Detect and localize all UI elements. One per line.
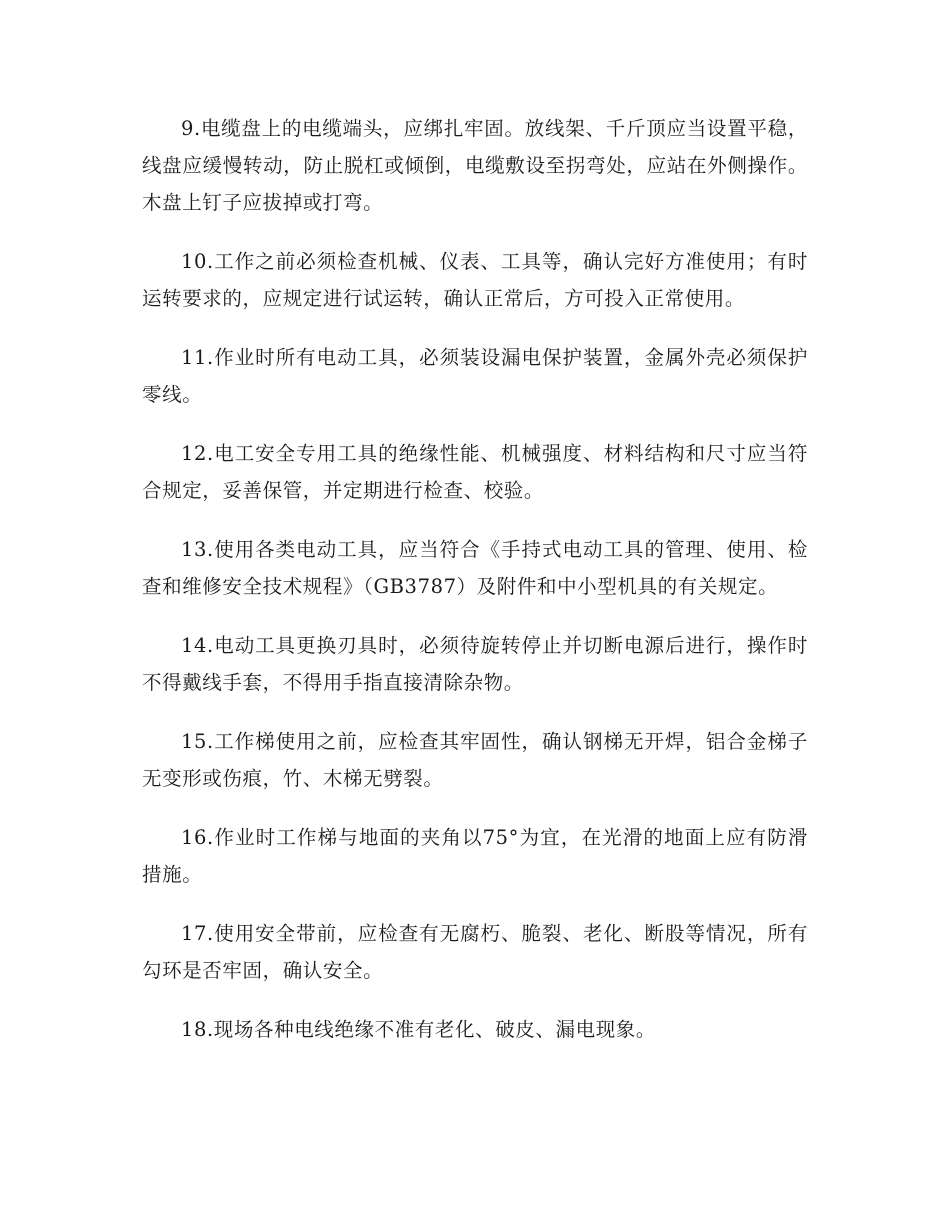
paragraph-item-12: 12.电工安全专用工具的绝缘性能、机械强度、材料结构和尺寸应当符合规定，妥善保管，并定期进行检查、校验。 [142, 442, 808, 502]
paragraph-item-10: 10.工作之前必须检查机械、仪表、工具等，确认完好方准使用；有时运转要求的，应规定进行试运转，确认正常后，方可投入正常使用。 [142, 250, 808, 310]
paragraph-item-11: 11.作业时所有电动工具，必须装设漏电保护装置，金属外壳必须保护零线。 [142, 346, 808, 406]
paragraph-item-18: 18.现场各种电线绝缘不准有老化、破皮、漏电现象。 [181, 1018, 657, 1041]
paragraph-item-16: 16.作业时工作梯与地面的夹角以75°为宜，在光滑的地面上应有防滑措施。 [142, 826, 808, 886]
paragraph-item-17: 17.使用安全带前，应检查有无腐朽、脆裂、老化、断股等情况，所有勾环是否牢固，确认安全。 [142, 922, 808, 982]
paragraph-item-9: 9.电缆盘上的电缆端头，应绑扎牢固。放线架、千斤顶应当设置平稳，线盘应缓慢转动，防止脱杠或倾倒，电缆敷设至拐弯处，应站在外侧操作。木盘上钉子应拔掉或打弯。 [142, 117, 808, 214]
paragraph-item-15: 15.工作梯使用之前，应检查其牢固性，确认钢梯无开焊，铝合金梯子无变形或伤痕，竹、木梯无劈裂。 [142, 730, 808, 790]
paragraph-item-14: 14.电动工具更换刃具时，必须待旋转停止并切断电源后进行，操作时不得戴线手套，不得用手指直接清除杂物。 [142, 634, 808, 694]
paragraph-item-13: 13.使用各类电动工具，应当符合《手持式电动工具的管理、使用、检查和维修安全技术规程》（GB3787）及附件和中小型机具的有关规定。 [142, 538, 808, 598]
document-body [142, 110, 808, 1070]
